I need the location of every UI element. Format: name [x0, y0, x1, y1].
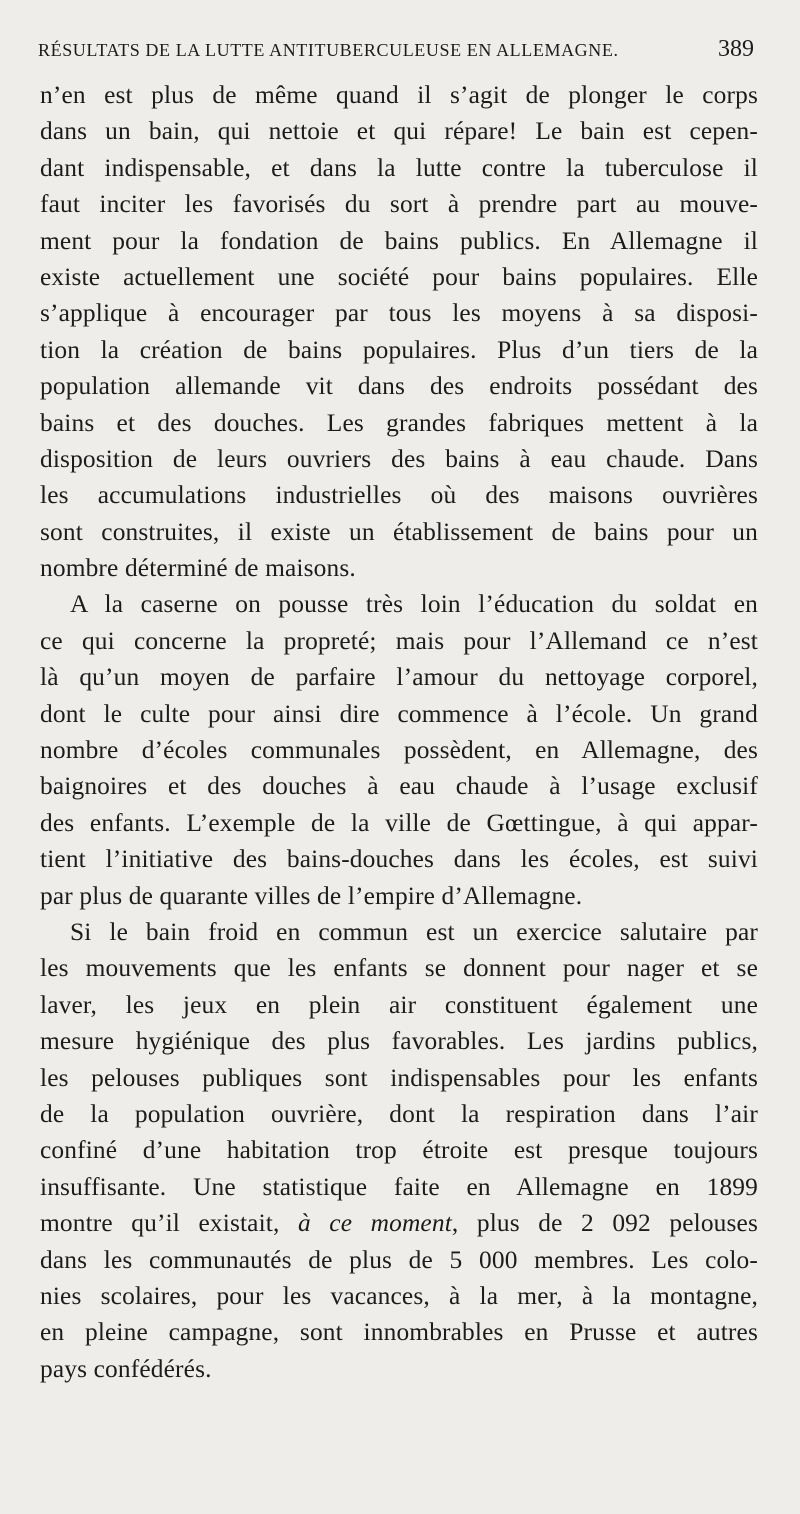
text-line: nombre d’écoles communales possèdent, en Allemagne, des — [40, 736, 758, 765]
text-line: par plus de quarante villes de l’empire d’Allemagne. — [40, 881, 583, 910]
text-line: mesure hygiénique des plus favorables. Les jardins publics, — [40, 1027, 758, 1056]
text-line: n’en est plus de même quand il s’agit de plonger le corps — [40, 81, 758, 109]
text-line: sont construites, il existe un établissement de bains pour un — [40, 517, 758, 546]
text-line: insuffisante. Une statistique faite en Allemagne en 1899 — [40, 1172, 758, 1201]
text-line: nies scolaires, pour les vacances, à la mer, à la montagne, — [40, 1281, 758, 1310]
body-text — [40, 77, 758, 1387]
text-line: confiné d’une habitation trop étroite est presque toujours — [40, 1136, 758, 1165]
text-line: de la population ouvrière, dont la respiration dans l’air — [40, 1099, 758, 1128]
text-segment: , plus de 2 092 pelouses — [451, 1209, 758, 1238]
page-number: 389 — [718, 36, 754, 62]
italic-phrase: à ce moment — [297, 1209, 452, 1238]
text-line: des enfants. L’exemple de la ville de Gœttingue, à qui appar- — [40, 808, 758, 837]
text-line: population allemande vit dans des endroits possédant des — [40, 372, 758, 401]
text-line: dans un bain, qui nettoie et qui répare! Le bain est cepen- — [40, 117, 758, 146]
text-segment: montre qu’il existait, — [40, 1209, 298, 1238]
paragraph-1 — [40, 77, 758, 586]
text-line: s’applique à encourager par tous les moyens à sa disposi- — [40, 299, 758, 328]
text-line: dant indispensable, et dans la lutte contre la tuberculose il — [40, 153, 758, 182]
text-line: disposition de leurs ouvriers des bains à eau chaude. Dans — [40, 444, 758, 473]
text-line: A la caserne on pousse très loin l’éducation du soldat en — [70, 590, 758, 619]
text-line: ce qui concerne la propreté; mais pour l’Allemand ce n’est — [40, 626, 758, 655]
running-title: RÉSULTATS DE LA LUTTE ANTITUBERCULEUSE EN ALLEMAGNE. — [38, 40, 619, 60]
text-line: les accumulations industrielles où des maisons ouvrières — [40, 481, 758, 510]
text-line: Si le bain froid en commun est un exercice salutaire par — [70, 917, 758, 946]
running-header — [38, 36, 754, 66]
text-line: ment pour la fondation de bains publics. En Allemagne il — [40, 226, 758, 255]
text-line: existe actuellement une société pour bains populaires. Elle — [40, 262, 758, 291]
text-line: nombre déterminé de maisons. — [40, 554, 356, 583]
text-line: les pelouses publiques sont indispensables pour les enfants — [40, 1063, 758, 1092]
text-line: pays confédérés. — [40, 1354, 212, 1383]
text-line: tient l’initiative des bains-douches dans les écoles, est suivi — [40, 845, 758, 874]
paragraph-3 — [40, 914, 758, 1387]
text-line: en pleine campagne, sont innombrables en Prusse et autres — [40, 1318, 758, 1347]
text-line: là qu’un moyen de parfaire l’amour du nettoyage corporel, — [40, 663, 758, 692]
paragraph-2 — [40, 586, 758, 914]
text-line: bains et des douches. Les grandes fabriques mettent à la — [40, 408, 758, 437]
text-line-with-italic — [40, 1205, 758, 1241]
text-line: les mouvements que les enfants se donnent pour nager et se — [40, 954, 758, 983]
text-line: laver, les jeux en plein air constituent également une — [40, 990, 758, 1019]
text-line: tion la création de bains populaires. Plus d’un tiers de la — [40, 335, 758, 364]
text-line: baignoires et des douches à eau chaude à l’usage exclusif — [40, 772, 758, 801]
text-line: faut inciter les favorisés du sort à prendre part au mouve- — [40, 190, 758, 219]
text-line: dont le culte pour ainsi dire commence à l’école. Un grand — [40, 699, 758, 728]
text-line: dans les communautés de plus de 5 000 membres. Les colo- — [40, 1245, 758, 1274]
